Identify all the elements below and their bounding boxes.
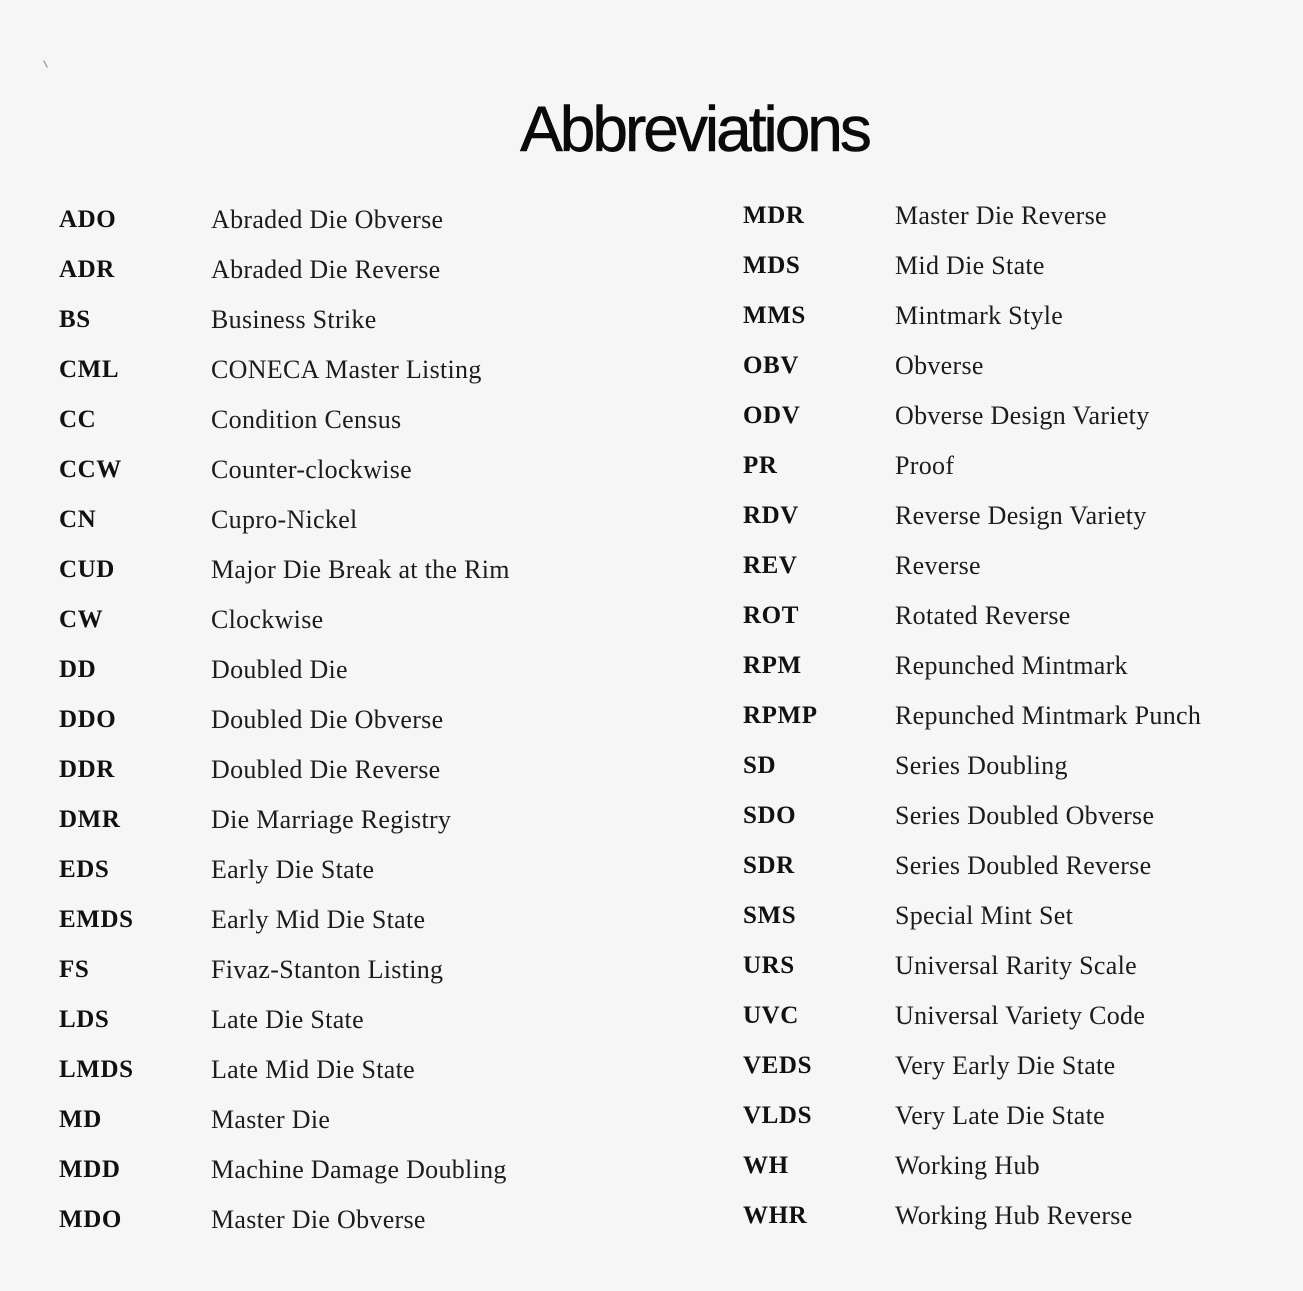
abbreviation-code: RPMP (743, 702, 818, 729)
abbreviation-row (743, 891, 1283, 941)
abbreviation-meaning: Late Mid Die State (211, 1055, 415, 1084)
abbreviation-row (59, 295, 659, 345)
abbreviation-row (59, 895, 659, 945)
abbreviation-row (59, 995, 659, 1045)
abbreviation-meaning: Cupro-Nickel (211, 505, 358, 534)
abbreviation-row (743, 491, 1283, 541)
abbreviation-code: FS (59, 956, 90, 983)
abbreviation-meaning: Master Die Reverse (895, 201, 1107, 230)
abbreviation-code: OBV (743, 352, 799, 379)
abbreviation-row (59, 845, 659, 895)
abbreviation-code: LMDS (59, 1056, 134, 1083)
abbreviation-code: WHR (743, 1202, 808, 1229)
abbreviation-row (59, 695, 659, 745)
abbreviation-code: UVC (743, 1002, 799, 1029)
abbreviation-code: DMR (59, 806, 121, 833)
abbreviation-row (743, 941, 1283, 991)
abbreviation-meaning: Very Late Die State (895, 1101, 1106, 1130)
abbreviation-row (59, 545, 659, 595)
abbreviation-meaning: Die Marriage Registry (211, 805, 452, 834)
abbreviation-meaning: Mid Die State (895, 251, 1045, 280)
abbreviation-meaning: Master Die Obverse (211, 1205, 426, 1234)
abbreviation-row (743, 591, 1283, 641)
abbreviation-code: RDV (743, 502, 799, 529)
abbreviation-code: CC (59, 406, 97, 433)
abbreviation-code: ADO (59, 206, 117, 233)
abbreviation-code: CW (59, 606, 104, 633)
abbreviation-code: MDR (743, 202, 805, 229)
abbreviation-meaning: Business Strike (211, 305, 377, 334)
scan-artifact-mark (43, 60, 48, 68)
abbreviation-meaning: Series Doubled Obverse (895, 801, 1155, 830)
abbreviation-row (743, 291, 1283, 341)
abbreviation-code: BS (59, 306, 91, 333)
abbreviation-row (59, 1195, 659, 1245)
abbreviation-code: MDS (743, 252, 801, 279)
abbreviation-code: CCW (59, 456, 122, 483)
abbreviation-row (59, 245, 659, 295)
abbreviation-meaning: Repunched Mintmark Punch (895, 701, 1202, 730)
abbreviation-row (59, 645, 659, 695)
abbreviation-row (743, 391, 1283, 441)
abbreviation-code: VLDS (743, 1102, 813, 1129)
abbreviation-code: CN (59, 506, 97, 533)
abbreviation-row (743, 1191, 1283, 1241)
abbreviation-row (59, 1095, 659, 1145)
abbreviation-meaning: Doubled Die (211, 655, 348, 684)
abbreviation-code: EDS (59, 856, 110, 883)
abbreviation-code: MDD (59, 1156, 121, 1183)
abbreviation-meaning: Obverse (895, 351, 984, 380)
abbreviation-code: SD (743, 752, 777, 779)
abbreviation-code: ROT (743, 602, 799, 629)
abbreviation-row (743, 441, 1283, 491)
abbreviation-meaning: Major Die Break at the Rim (211, 555, 510, 584)
abbreviation-meaning: Universal Rarity Scale (895, 951, 1137, 980)
abbreviation-meaning: Early Die State (211, 855, 375, 884)
abbreviation-code: URS (743, 952, 795, 979)
abbreviation-meaning: Abraded Die Reverse (211, 255, 441, 284)
abbreviation-code: CML (59, 356, 120, 383)
abbreviation-code: SDO (743, 802, 797, 829)
abbreviation-meaning: Reverse (895, 551, 981, 580)
abbreviation-row (743, 341, 1283, 391)
page-title: Abbreviations (520, 92, 869, 165)
abbreviation-meaning: Condition Census (211, 405, 402, 434)
abbreviation-meaning: Working Hub Reverse (895, 1201, 1133, 1230)
abbreviation-row (59, 395, 659, 445)
abbreviation-row (59, 495, 659, 545)
abbreviation-row (59, 1145, 659, 1195)
abbreviation-row (59, 195, 659, 245)
abbreviation-meaning: Series Doubling (895, 751, 1068, 780)
abbreviation-code: VEDS (743, 1052, 813, 1079)
abbreviation-list-left (59, 195, 659, 1245)
abbreviation-meaning: Very Early Die State (895, 1051, 1116, 1080)
abbreviation-row (743, 541, 1283, 591)
abbreviation-code: LDS (59, 1006, 110, 1033)
abbreviation-code: EMDS (59, 906, 134, 933)
abbreviation-row (743, 991, 1283, 1041)
abbreviation-row (59, 745, 659, 795)
abbreviation-meaning: Counter-clockwise (211, 455, 412, 484)
abbreviation-meaning: Late Die State (211, 1005, 364, 1034)
abbreviation-meaning: Clockwise (211, 605, 324, 634)
abbreviation-row (743, 691, 1283, 741)
abbreviation-meaning: Mintmark Style (895, 301, 1064, 330)
abbreviation-row (743, 791, 1283, 841)
abbreviation-list-right (743, 191, 1283, 1241)
abbreviation-meaning: Working Hub (895, 1151, 1040, 1180)
abbreviation-meaning: Series Doubled Reverse (895, 851, 1152, 880)
abbreviation-code: RPM (743, 652, 802, 679)
abbreviation-row (59, 1045, 659, 1095)
abbreviation-row (743, 641, 1283, 691)
abbreviation-code: ADR (59, 256, 115, 283)
abbreviation-code: PR (743, 452, 778, 479)
abbreviation-code: WH (743, 1152, 789, 1179)
abbreviation-row (743, 841, 1283, 891)
abbreviation-row (59, 445, 659, 495)
abbreviation-meaning: Obverse Design Variety (895, 401, 1150, 430)
abbreviation-meaning: Proof (895, 451, 955, 480)
abbreviation-code: ODV (743, 402, 801, 429)
abbreviation-row (59, 795, 659, 845)
abbreviation-meaning: Doubled Die Obverse (211, 705, 444, 734)
abbreviation-meaning: Reverse Design Variety (895, 501, 1147, 530)
abbreviation-meaning: CONECA Master Listing (211, 355, 482, 384)
abbreviation-meaning: Special Mint Set (895, 901, 1074, 930)
abbreviation-code: SMS (743, 902, 797, 929)
abbreviation-meaning: Doubled Die Reverse (211, 755, 441, 784)
abbreviation-meaning: Master Die (211, 1105, 331, 1134)
abbreviation-meaning: Rotated Reverse (895, 601, 1071, 630)
abbreviation-row (59, 345, 659, 395)
abbreviation-meaning: Machine Damage Doubling (211, 1155, 507, 1184)
abbreviation-row (59, 595, 659, 645)
abbreviation-code: DDR (59, 756, 115, 783)
abbreviation-row (743, 1041, 1283, 1091)
abbreviation-code: REV (743, 552, 798, 579)
abbreviation-row (59, 945, 659, 995)
abbreviation-meaning: Repunched Mintmark (895, 651, 1128, 680)
abbreviation-row (743, 1091, 1283, 1141)
abbreviation-code: CUD (59, 556, 115, 583)
abbreviation-meaning: Universal Variety Code (895, 1001, 1146, 1030)
abbreviation-code: SDR (743, 852, 795, 879)
abbreviation-code: MDO (59, 1206, 122, 1233)
abbreviation-row (743, 741, 1283, 791)
abbreviation-row (743, 241, 1283, 291)
abbreviation-row (743, 191, 1283, 241)
abbreviation-code: DD (59, 656, 97, 683)
abbreviation-meaning: Early Mid Die State (211, 905, 426, 934)
abbreviation-code: DDO (59, 706, 117, 733)
abbreviation-meaning: Fivaz-Stanton Listing (211, 955, 444, 984)
abbreviation-row (743, 1141, 1283, 1191)
abbreviation-code: MD (59, 1106, 102, 1133)
abbreviation-code: MMS (743, 302, 806, 329)
abbreviation-meaning: Abraded Die Obverse (211, 205, 444, 234)
